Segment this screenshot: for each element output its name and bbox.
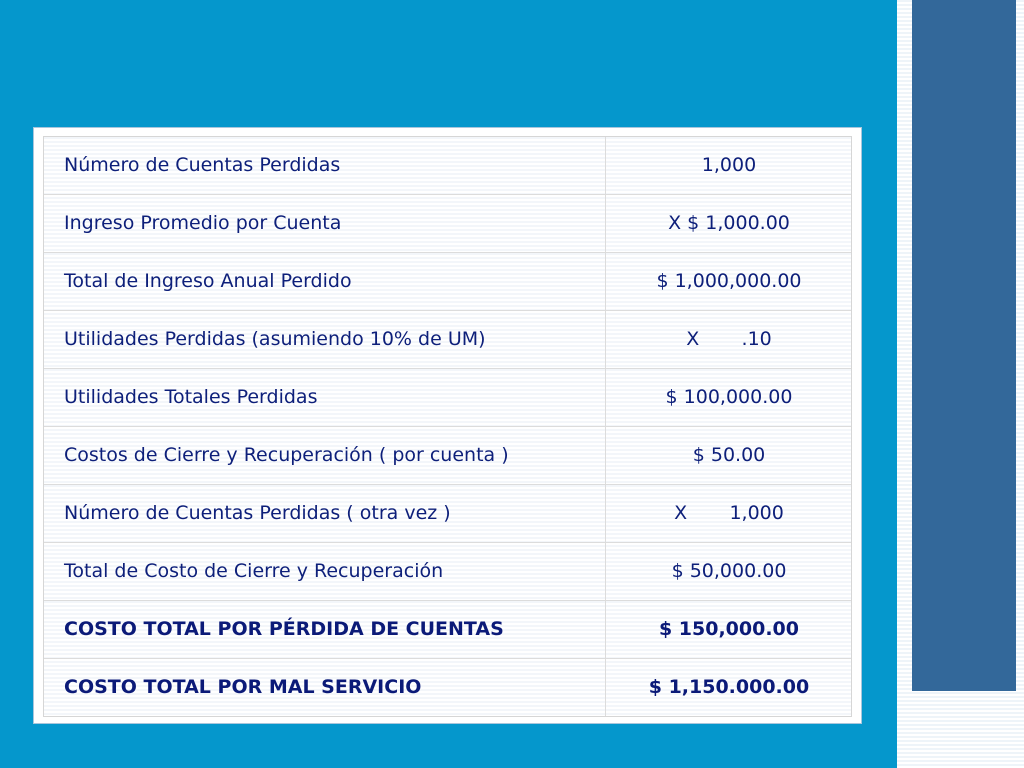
row-value: $ 50,000.00 [671,560,787,582]
table-row [44,253,851,311]
row-value: $ 1,150.000.00 [648,676,810,698]
row-label: Utilidades Totales Perdidas [64,386,318,408]
row-value: 1,000 [701,154,757,176]
table-row [44,369,851,427]
table-row [44,311,851,369]
row-value: X .10 [686,328,772,350]
table-row-total [44,601,851,659]
row-value: $ 100,000.00 [665,386,793,408]
table-row-grand-total [44,659,851,717]
row-label: COSTO TOTAL POR MAL SERVICIO [64,676,422,698]
row-label: COSTO TOTAL POR PÉRDIDA DE CUENTAS [64,618,504,640]
row-label: Costos de Cierre y Recuperación ( por cuenta ) [64,444,509,466]
row-value: $ 150,000.00 [658,618,800,640]
table-row [44,543,851,601]
table-row [44,195,851,253]
row-value: X 1,000 [674,502,784,524]
row-value: $ 1,000,000.00 [656,270,802,292]
cost-table [43,136,852,717]
row-label: Total de Costo de Cierre y Recuperación [64,560,444,582]
row-label: Ingreso Promedio por Cuenta [64,212,342,234]
row-label: Utilidades Perdidas (asumiendo 10% de UM) [64,328,486,350]
side-accent-block [912,0,1016,691]
table-row [44,485,851,543]
row-label: Número de Cuentas Perdidas [64,154,341,176]
table-row [44,137,851,195]
row-label: Número de Cuentas Perdidas ( otra vez ) [64,502,451,524]
row-value: X $ 1,000.00 [668,212,790,234]
row-label: Total de Ingreso Anual Perdido [64,270,352,292]
cost-table-card [33,127,862,724]
row-value: $ 50.00 [692,444,766,466]
table-row [44,427,851,485]
